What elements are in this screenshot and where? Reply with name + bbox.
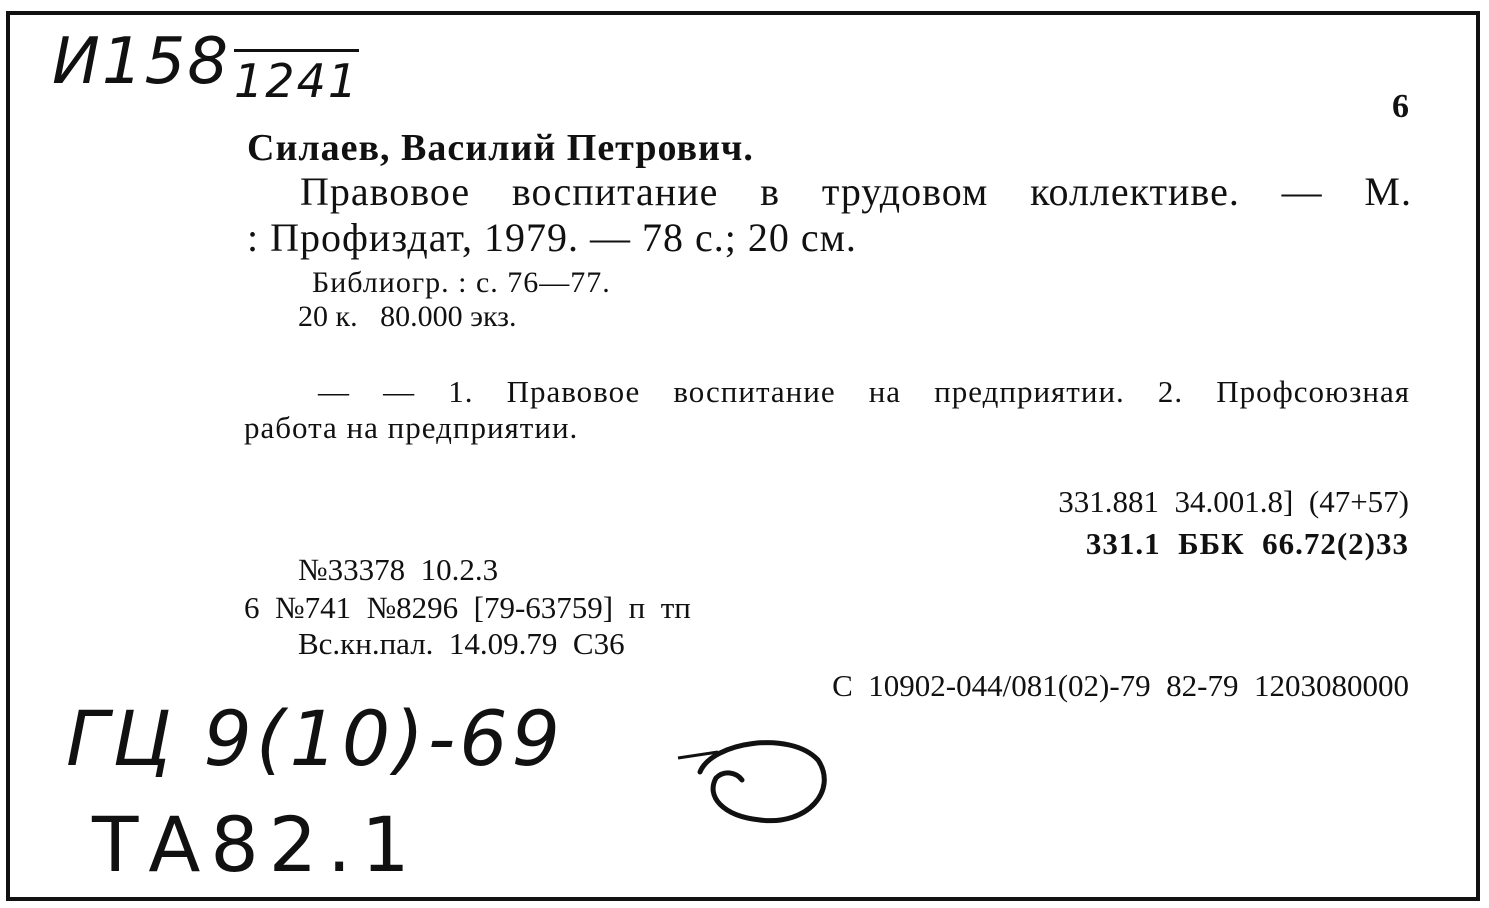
order-line-2: 6 №741 №8296 [79-63759] п тп [244, 590, 691, 625]
order-line-3: Вс.кн.пал. 14.09.79 С36 [298, 626, 625, 661]
publisher-code: С 10902-044/081(02)-79 82-79 1203080000 [832, 668, 1409, 703]
handwritten-note-line-2: ТА82.1 [92, 800, 420, 889]
subjects-line-2: работа на предприятии. [244, 410, 579, 445]
bibliography-note: Библиогр. : с. 76—77. [312, 266, 611, 299]
handwritten-call-number-main: И158 [52, 25, 231, 99]
author-heading: Силаев, Василий Петрович. [247, 127, 754, 169]
title-line-1: Правовое воспитание в трудовом коллективе. — М. [300, 169, 1412, 214]
subjects-line-1: — — 1. Правовое воспитание на предприятии. 2. Профсоюзная [318, 374, 1410, 409]
order-line-1: №33378 10.2.3 [298, 552, 499, 587]
card-number: 6 [1392, 88, 1409, 125]
handwritten-note-line-1: ГЦ 9(10)-69 [66, 694, 564, 783]
handwritten-call-number-sub: 1241 [234, 49, 359, 108]
classification-line-1: 331.881 34.001.8] (47+57) [1058, 484, 1409, 519]
classification-line-2: 331.1 ББК 66.72(2)33 [1085, 526, 1409, 561]
title-line-2: : Профиздат, 1979. — 78 с.; 20 см. [247, 215, 857, 260]
price-print-run: 20 к. 80.000 экз. [298, 300, 517, 333]
